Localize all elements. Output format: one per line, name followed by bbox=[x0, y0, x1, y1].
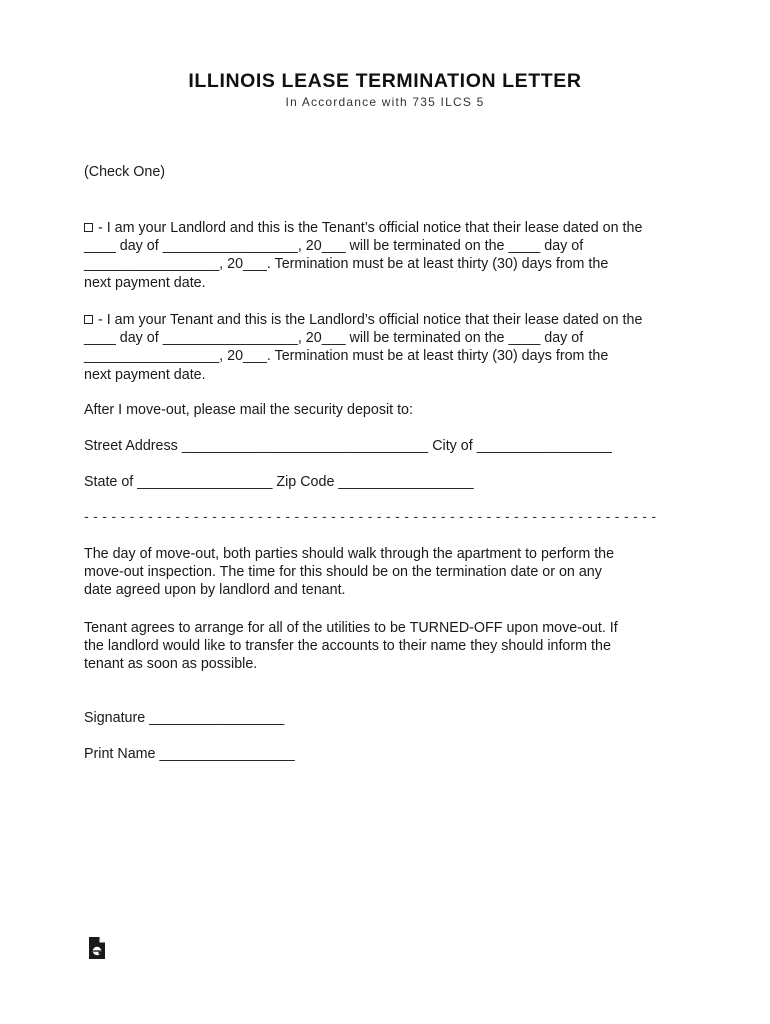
tenant-option-line-4: next payment date. bbox=[84, 366, 206, 383]
tenant-notice-option bbox=[84, 311, 694, 384]
signature-field[interactable]: Signature _________________ bbox=[84, 710, 285, 726]
tenant-option-line-2: ____ day of _________________, 20___ will be terminated on the ____ day of bbox=[84, 330, 584, 347]
inspection-line-1: The day of move-out, both parties should walk through the apartment to perform the bbox=[84, 546, 615, 562]
utilities-line-1: Tenant agrees to arrange for all of the utilities to be TURNED-OFF upon move-out. If bbox=[84, 620, 618, 636]
inspection-paragraph bbox=[84, 545, 694, 600]
document-title: ILLINOIS LEASE TERMINATION LETTER bbox=[188, 70, 582, 92]
street-city-field[interactable]: Street Address _______________________________ City of _________________ bbox=[84, 438, 612, 454]
inspection-line-3: date agreed upon by landlord and tenant. bbox=[84, 582, 346, 599]
landlord-option-line-1: - I am your Landlord and this is the Tenant’s official notice that their lease dated on the bbox=[98, 220, 643, 236]
tenant-option-line-1: - I am your Tenant and this is the Landlord’s official notice that their lease dated on the bbox=[98, 312, 643, 328]
document-subtitle: In Accordance with 735 ILCS 5 bbox=[285, 95, 485, 109]
landlord-option-checkbox[interactable] bbox=[84, 223, 93, 232]
tenant-option-checkbox[interactable] bbox=[84, 315, 93, 324]
state-zip-field[interactable]: State of _________________ Zip Code _________________ bbox=[84, 474, 474, 490]
landlord-notice-option bbox=[84, 219, 694, 292]
utilities-paragraph bbox=[84, 619, 694, 674]
dashed-divider: - - - - - - - - - - - - - - - - - - - - - - - - - - - - - - - - - - - - - - - - - - - - - - - - - - - - - - - - - - - - - - - bbox=[84, 508, 657, 524]
utilities-line-3: tenant as soon as possible. bbox=[84, 656, 258, 673]
landlord-option-line-2: ____ day of _________________, 20___ will be terminated on the ____ day of bbox=[84, 238, 584, 255]
eforms-logo-icon bbox=[88, 936, 106, 960]
print-name-field[interactable]: Print Name _________________ bbox=[84, 746, 295, 762]
landlord-option-line-3: _________________, 20___. Termination must be at least thirty (30) days from the bbox=[84, 256, 609, 273]
inspection-line-2: move-out inspection. The time for this should be on the termination date or on any bbox=[84, 564, 602, 581]
tenant-option-line-3: _________________, 20___. Termination must be at least thirty (30) days from the bbox=[84, 348, 609, 365]
utilities-line-2: the landlord would like to transfer the accounts to their name they should inform the bbox=[84, 638, 611, 655]
deposit-instruction: After I move-out, please mail the security deposit to: bbox=[84, 402, 413, 418]
landlord-option-line-4: next payment date. bbox=[84, 274, 206, 291]
check-one-label: (Check One) bbox=[84, 164, 166, 180]
